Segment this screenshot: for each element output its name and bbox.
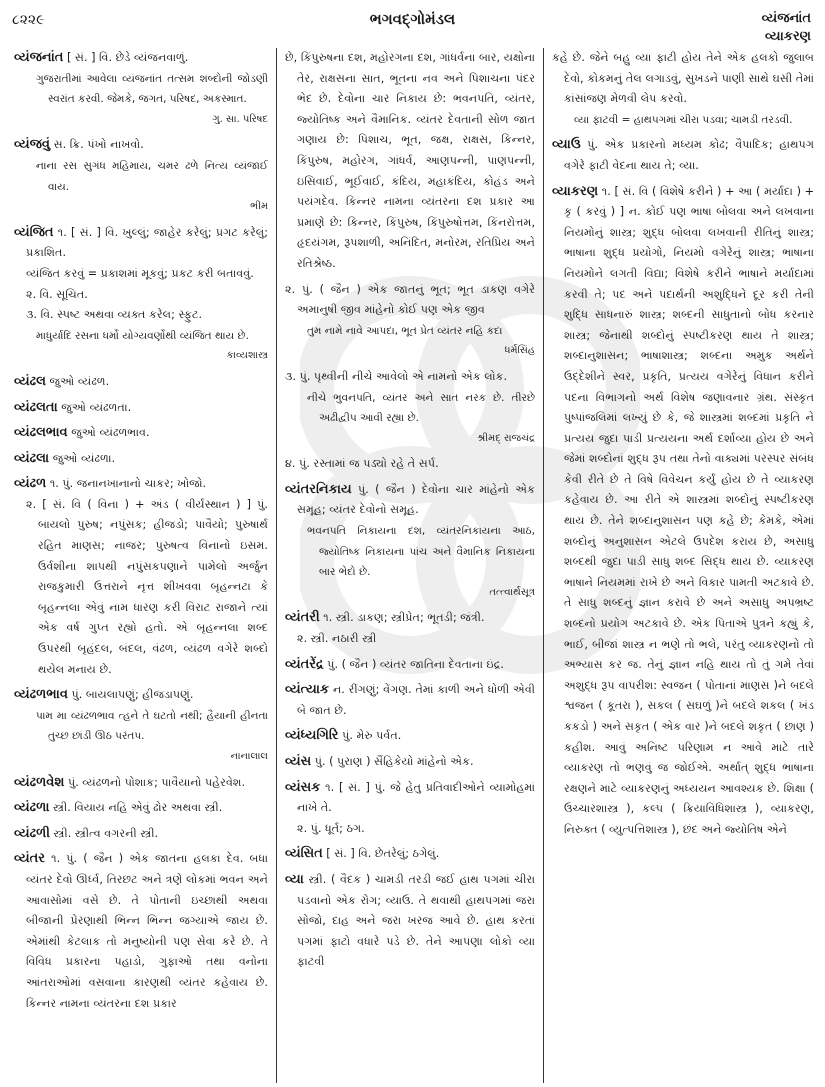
dictionary-columns (14, 48, 814, 1083)
quotation-source: નાનાલાલ (230, 751, 268, 762)
entry-definition: સ્ત્રી. ( વૈદક ) ચામડી તરડી જઈ હાથ પગમાં ચીરા પડવાનો એક રોગ; વ્યાઉ. તે થવાથી હાથપગમાં જરા સોજો, દાહ અને જરા ખરજ આવે છે. હાથ કરતાં પગમાં ફાટો વધારે પડે છે. તેને આપણા લોકો વ્યા ફાટવી (297, 872, 535, 969)
entry-headword: વ્યંસક (285, 779, 321, 795)
entry-headword: વ્યંસિત (285, 846, 323, 862)
entry-headword: વ્યંઢળ (14, 476, 47, 492)
entry-headword: વ્યંઢળવેશ (14, 774, 65, 790)
entry-sense: ૨. વિ. સૂચિત. (26, 287, 88, 301)
guide-words (762, 10, 811, 46)
dictionary-entry (14, 449, 268, 470)
dictionary-entry (14, 824, 268, 845)
entry-definition: સ્ત્રી. સ્ત્રીત્વ વગરની સ્ત્રી. (53, 826, 159, 840)
entry-definition: પું. મેરુ પર્વત. (342, 729, 402, 743)
column-middle (276, 48, 544, 1083)
entry-headword: વ્યંજવું (14, 137, 51, 153)
entry-definition: જુઓ વ્યંઢળભાવ. (71, 426, 150, 440)
entry-quotation: માધુર્યાદિ રસના ધર્મો યોગ્યવર્ણોથી વ્યંજિત થાય છે. (36, 329, 249, 342)
entry-quotation: વ્યા ફાટવી = હાથપગમાં ચીરા પડવા; ચામડી તરડવી. (574, 113, 793, 126)
entry-headword: વ્યંઢલભાવ (14, 425, 68, 441)
dictionary-entry (552, 182, 814, 841)
entry-quotation: ગુજરાતીમાં આવેલા વ્યંજનાંત તત્સમ શબ્દોની જોડણી સ્વરાંત કરવી. જેમકે, જગત, પરિષદ, અકસ્માત. (36, 72, 268, 106)
dictionary-entry (285, 480, 535, 604)
entry-definition: ન. રીંગણું; વેંગણ. તેમાં કાળી અને ધોળી એવી બે જાત છે. (297, 683, 535, 717)
entry-definition: પું. ( જૈન ) વ્યંતર જાતિના દેવતાના ઇંદ્ર. (327, 657, 504, 671)
dictionary-entry (14, 372, 268, 393)
entry-quotation: પામ મા વ્યંઢળભાવ ત્હને તે ઘટતો નથી; હૈયાની હીનતા તુચ્છ છાંડી ઊઠ પરંતપ. (36, 709, 268, 743)
dictionary-entry (14, 773, 268, 794)
dictionary-entry (14, 223, 268, 367)
entry-definition: ૧. [ સં. ] વિ. ખુલ્લું; જાહેર કરેલું; પ્રગટ કરેલું; પ્રકાશિત. (26, 225, 268, 260)
entry-headword: વ્યંતર (14, 851, 45, 867)
quotation-source: ધર્મસિંહ (504, 345, 535, 357)
entry-headword: વ્યંતરી (285, 610, 320, 626)
entry-sense: ૩. વિ. સ્પષ્ટ અથવા વ્યક્ત કરેલ; સ્ફુટ. (26, 308, 203, 322)
entry-definition: ૧. સ્ત્રી. ડાકણ; સ્ત્રીપ્રેત; ભૂતડી; જંત્રી. (323, 611, 485, 625)
entry-definition: ૧. [ સં. વિ ( વિશેષે કરીને ) + આ ( મર્યાદા ) + કૃ ( કરવું ) ] ન. કોઈ પણ ભાષા બોલવા અને લખવાના નિયમોનું શાસ્ત્ર; શુદ્ધ બોલવા લખવાની રીતિનું શાસ્ત્ર; ભાષાના શુદ્ધ પ્રયોગો, નિયમો વગેરેનું શાસ્ત્ર; ભાષાના નિયમોને લગતી વિદ્યા; વિશેષે કરીને ભાષાને મર્યાદામાં કરવી તે; પદ અને પદાર્થની અશુદ્ધિને દૂર કરી તેની શુદ્ધિ સાધનારું શાસ્ત્ર; શબ્દની સાધુતાનો બોધ કરનાર શાસ્ત્ર; જેનાથી શબ્દોનું સ્પષ્ટીકરણ થાય તે શાસ્ત્ર; શબ્દાનુશાસન; ભાષાશાસ્ત્ર; શબ્દના અમુક અર્થને ઉદ્દેશીને સ્વર, પ્રકૃતિ, પ્રત્યય વગેરેનું વિધાન કરીને પદના વિભાગનો અર્થ વિશેષ જણાવનાર ગ્રંથ. સંસ્કૃત પુષ્પાંજલિમાં લખ્યું છે કે, જે શાસ્ત્રમાં શબ્દમાં પ્રકૃતિ ને પ્રત્યય જુદા પાડી પ્રત્યયના અર્થ દર્શાવ્યા હોય છે અને જેમાં શબ્દોનાં શુદ્ધ રૂપ તથા તેનો વાક્યમાં પરસ્પર સંબંધ કેવી રીતે છે તે વિષે વિવેચન કર્યું હોય છે તે વ્યાકરણ કહેવાય છે. આ રીતે એ શાસ્ત્રમાં શબ્દોનું સ્પષ્ટીકરણ થાય છે. તેને શબ્દાનુશાસન પણ કહે છે; કેમકે, એમાં શબ્દોનું અનુશાસન એટલે ઉપદેશ કરાય છે, અસાધુ શબ્દથી જુદા પાડી સાધુ શબ્દ સિદ્ધ થાય છે. વ્યાકરણ ભાષાને નિયમમાં રાખે છે અને વિકાર પામતી અટકાવે છે. તે સાધુ શબ્દનું જ્ઞાન કરાવે છે અને અસાધુ અપભ્રષ્ટ શબ્દનો પ્રયોગ અટકાવે છે. એક પિતાએ પુત્રને કહ્યું કે, ભાઈ, બીજાં શાસ્ત્ર ન ભણે તો ભલે, પરંતુ વ્યાકરણનો તો અભ્યાસ કર જ. તેનું જ્ઞાન નહિ થાય તો તું ગમે તેવાં અશુદ્ધ રૂપ વાપરીશ: સ્વજન ( પોતાનાં માણસ )ને બદલે શ્વજન ( કૂતરા ), સકલ ( સઘળું )ને બદલે શકલ ( ખંડ કકડો ) અને સકૃત ( એક વાર )ને બદલે શકૃત ( છાણ ) કહીશ. આવું અનિષ્ટ પરિણામ ન આવે માટે તારે વ્યાકરણ તો ભણવું જ જોઈએ. અર્થાત્ શુદ્ધ ભાષાના રક્ષણને માટે વ્યાકરણનું અધ્યયન આવશ્યક છે. શિક્ષા ( ઉચ્ચારશાસ્ત્ર ), કલ્પ ( ક્રિયાવિધિશાસ્ત્ર ), વ્યાકરણ, નિરુક્ત ( વ્યુત્પત્તિશાસ્ત્ર ), છંદ અને જ્યોતિષ એને (564, 184, 814, 836)
entry-definition: છે, કિંપુરુષના દશ, મહોરગના દશ, ગાંધર્વના બાર, યક્ષોના તેર, રાક્ષસના સાત, ભૂતના નવ અને પિશાચના પંદર ભેદ છે. દેવોના ચાર નિકાય છે: ભવનપતિ, વ્યંતર, જ્યોતિષ્ક અને વૈમાનિક. વ્યંતર દેવતાની સોળ જાત ગણાય છે: પિશાચ, ભૂત, જક્ષ, રાક્ષસ, કિન્નર, કિંપુરુષ, મહોરગ, ગાંધર્વ, આણપન્ની, પાણપન્ની, ઇસિવાઈ, ભૂઈવાઈ, કંદિય, મહાકંદિય, કોહંડ અને પયંગદેવ. કિન્નર નામના વ્યંતરના દશ પ્રકાર આ પ્રમાણે છે: કિન્નર, કિંપુરુષ, કિંપુરુષોત્તમ, કિંનરોત્તમ, હૃદયંગમ, રૂપશાળી, અનિંદિત, મનોરમ, રતિપ્રિય અને રતિશ્રેષ્ઠ. (285, 51, 535, 270)
entry-headword: વ્યંઢળભાવ (14, 687, 68, 703)
entry-definition: કહે છે. જેને બહુ વ્યા ફાટી હોય તેને એક હલકો જુલાબ દેવો, કોકમનું તેલ લગાડવું, સુખડને પાણી સાથે ઘસી તેમાં કાંસાંજણ મેળવી લેપ કરવો. (552, 51, 814, 106)
entry-sense: ૨. [ સં. વિ ( વિના ) + અંડ ( વીર્યસ્થાન ) ] પું. બાયલો પુરુષ; નપુંસક; હીજડો; પાવૈયો; પુરુષાર્થ રહિત માણસ; નાજર; પુરુષત્વ વિનાનો ઇસમ. ઉર્વશીના શાપથી નપુંસકપણાને પામેલો અર્જુન રાજકુમારી ઉત્તરાને નૃત્ત શીખવવા બૃહન્નટા કે બૃહન્નલા એવું નામ ધારણ કરી વિરાટ રાજાને ત્યાં એક વર્ષ ગુપ્ત રહ્યો હતો. એ બૃહન્નલા શબ્દ ઉપરથી બૃહંદલ, બંદલ, વંઢળ, વ્યંઢળ વગેરે શબ્દો થયેલ મનાય છે. (26, 497, 268, 676)
entry-headword: વ્યંસ (285, 754, 312, 769)
dictionary-entry (285, 48, 535, 275)
dictionary-entry (285, 367, 535, 449)
dictionary-entry (285, 726, 535, 747)
entry-headword: વ્યંજિત (14, 224, 54, 240)
entry-headword: વ્યંઢળી (14, 825, 50, 841)
entry-headword: વ્યંધ્યગિરિ (285, 728, 339, 744)
entry-headword: વ્યા (285, 871, 304, 887)
dictionary-entry (285, 680, 535, 721)
entry-headword: વ્યાકરણ (552, 183, 599, 199)
dictionary-entry (285, 280, 535, 362)
dictionary-entry (285, 778, 535, 840)
entry-definition: પું. બાયલાપણું; હીજડાપણું. (71, 688, 194, 702)
dictionary-entry (285, 608, 535, 649)
entry-definition: [ સં. ] વિ. છેતરેલું; ઠગેલું. (326, 847, 440, 861)
dictionary-entry (552, 135, 814, 176)
entry-headword: વ્યંઢલા (14, 450, 50, 466)
entry-sense: વ્યંજિત કરવું = પ્રકાશમાં મૂકવું; પ્રકટ કરી બતાવવું. (26, 266, 254, 280)
page-header (0, 0, 825, 52)
entry-headword: વ્યંઢલ (14, 373, 46, 389)
entry-quotation: ભવનપતિ નિકાયના દશ, વ્યંતરનિકાયના આઠ, જ્યોતિષ્ક નિકાયના પાંચ અને વૈમાનિક નિકાયના બાર ભેદો છે. (307, 525, 535, 579)
entry-sense: ૨. પું. ધૂર્ત; ઠગ. (297, 821, 365, 835)
dictionary-entry (14, 423, 268, 444)
entry-sense: ૨. સ્ત્રી. નઠારી સ્ત્રી (297, 632, 377, 646)
dictionary-entry (285, 752, 535, 773)
entry-definition: સ. ક્રિ. પંખો નાખવો. (53, 138, 144, 152)
dictionary-entry (14, 685, 268, 767)
entry-definition: [ સં. ] વિ. છેડે વ્યંજનવાળું. (67, 51, 189, 64)
entry-definition: જુઓ વ્યંઢળા. (52, 451, 116, 465)
entry-definition: જુઓ વ્યંઢળતા. (61, 400, 132, 414)
quotation-source: તત્ત્વાર્થસૂત્ર (489, 586, 535, 598)
entry-definition: ૩. પું. પૃથ્વીની નીચે આવેલો એ નામનો એક લોક. (285, 369, 508, 383)
dictionary-entry (14, 849, 268, 1014)
dictionary-entry (14, 398, 268, 419)
dictionary-entry (14, 474, 268, 680)
entry-headword: વ્યંઢલતા (14, 399, 58, 415)
entry-definition: ૪. પું. રસ્તામાં જ પડ્યો રહે તે સર્પ. (285, 457, 439, 471)
quotation-source: ભીમ (250, 201, 268, 213)
entry-definition: પું. ( જૈન ) દેવોના ચાર માંહેનો એક સમૂહ; વ્યંતર દેવોનો સમૂહ. (297, 482, 536, 517)
entry-quotation: નાના રસ સુગંધ મહિમાય, ચમર ઢળે નિત્ય વ્યંજાઈ વાય. (36, 159, 268, 193)
entry-headword: વ્યંતરનિકાય (285, 481, 352, 497)
dictionary-entry (14, 798, 268, 819)
entry-headword: વ્યંઢળા (14, 800, 50, 816)
entry-definition: પું. એક પ્રકારનો મધ્યમ કોઢ; વૈપાદિક; હાથપગ વગેરે ફાટી વેદના થાય તે; વ્યા. (564, 138, 814, 172)
entry-definition: ૧. પું. ( જૈન ) એક જાતના હલકા દેવ. બધા વ્યંતર દેવો ઊર્ધ્વ, તિરછટ અને ત્રણે લોકમાં ભવન અને આવાસોમાં વસે છે. તે પોતાની ઇચ્છાથી અથવા બીજાની પ્રેરણાથી ભિન્ન ભિન્ન જગ્યાએ જાય છે. એમાંથી કેટલાક તો મનુષ્યોની પણ સેવા કરે છે. તે વિવિધ પ્રકારના પહાડો, ગુફાઓ તથા વનોના આંતરાઓમાં વસવાના કારણથી વ્યંતર કહેવાય છે. કિન્નર નામના વ્યંતરના દશ પ્રકાર (26, 852, 268, 1010)
entry-definition: સ્ત્રી. વિયાય નહિ એવું ઢોર અથવા સ્ત્રી. (53, 801, 223, 815)
entry-quotation: તુમ નામે નાવે આપદા, ભૂત પ્રેત વ્યંતર નહિ કદા (307, 324, 503, 337)
entry-definition: ૧. [ સં. ] પું. જે હેતુ પ્રતિવાદીઓને વ્યામોહમાં નાખે તે. (297, 780, 535, 815)
entry-definition: પું. ( પુરાણ ) સૈંહિકેયો માંહેનો એક. (314, 755, 474, 768)
guide-word-last: વ્યાકરણ (764, 29, 811, 44)
entry-definition: ૧. પું. જનાનખાનાનો ચાકર; ખોજો. (49, 477, 207, 491)
dictionary-entry (285, 844, 535, 865)
quotation-source: ગુ. સા. પરિષદ (212, 113, 268, 125)
entry-headword: વ્યંજનાંત (14, 50, 64, 65)
dictionary-entry (14, 48, 268, 130)
column-right (544, 48, 814, 1083)
entry-quotation: નીચે ભુવનપતિ, વ્યંતર અને સાત નરક છે. તીરછે અઢીદ્વીપ આવી રહ્યા છે. (307, 391, 535, 425)
book-title: ભગવદ્ગોમંડલ (369, 10, 456, 28)
entry-definition: જુઓ વ્યંઢળ. (49, 374, 110, 388)
page-number: ૮૨૨૯ (12, 12, 45, 28)
entry-definition: પું. વ્યંઢળનો પોશાક; પાવૈયાનો પહેરવેશ. (67, 775, 246, 789)
column-left (14, 48, 276, 1083)
dictionary-entry (285, 454, 535, 475)
dictionary-entry (285, 870, 535, 973)
dictionary-entry (14, 135, 268, 217)
entry-definition: ૨. પું. ( જૈન ) એક જાતનું ભૂત; ભૂત ડાકણ વગેરે અમાનુષી જીવ માંહેનો કોઈ પણ એક જીવ (285, 282, 535, 317)
guide-word-first: વ્યંજનાંત (761, 11, 811, 26)
dictionary-entry (552, 48, 814, 130)
quotation-source: કાવ્યશાસ્ત્ર (226, 350, 268, 362)
entry-headword: વ્યંત્યાક (285, 682, 330, 698)
dictionary-entry (285, 655, 535, 676)
entry-headword: વ્યંતરેંદ્ર (285, 656, 324, 672)
entry-headword: વ્યાઉ (552, 137, 581, 153)
quotation-source: શ્રીમદ્ રાજચંદ્ર (477, 432, 535, 444)
